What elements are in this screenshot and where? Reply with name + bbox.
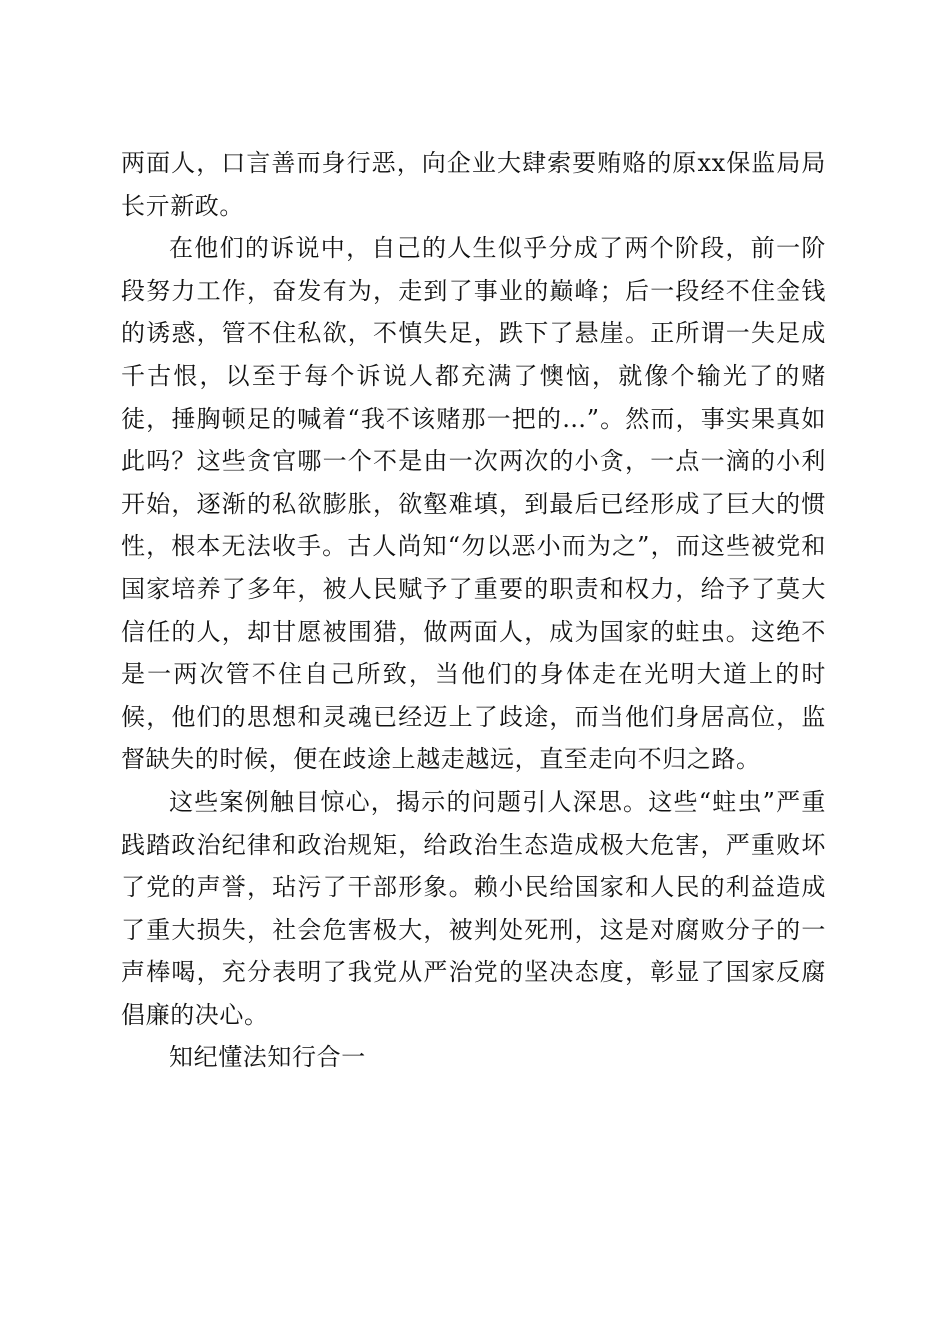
paragraph-continuation: 两面人，口言善而身行恶，向企业大肆索要贿赂的原xx保监局局长亓新政。 [121,149,826,220]
paragraph-testimony: 在他们的诉说中，自己的人生似乎分成了两个阶段，前一阶段努力工作，奋发有为，走到了事业的巅峰；后一段经不住金钱的诱惑，管不住私欲，不慎失足，跌下了悬崖。正所谓一失足成千古恨，以至于每个诉说人都充满了懊恼，就像个输光了的赌徒，捶胸顿足的喊着“我不该赌那一把的…”。然而，事实果真如此吗？这些贪官哪一个不是由一次两次的小贪，一点一滴的小利开始，逐渐的私欲膨胀，欲壑难填，到最后已经形成了巨大的惯性，根本无法收手。古人尚知“勿以恶小而为之”，而这些被党和国家培养了多年，被人民赋予了重要的职责和权力，给予了莫大信任的人，却甘愿被围猎，做两面人，成为国家的蛀虫。这绝不是一两次管不住自己所致，当他们的身体走在光明大道上的时候，他们的思想和灵魂已经迈上了歧途，而当他们身居高位，监督缺失的时候，便在歧途上越走越远，直至走向不归之路。 [121,234,826,774]
section-heading: 知纪懂法知行合一 [169,1043,366,1072]
paragraph-case-lessons: 这些案例触目惊心，揭示的问题引人深思。这些“蛀虫”严重践踏政治纪律和政治规矩，给政治生态造成极大危害，严重败坏了党的声誉，玷污了干部形象。赖小民给国家和人民的利益造成了重大损失，社会危害极大，被判处死刑，这是对腐败分子的一声棒喝，充分表明了我党从严治党的坚决态度，彰显了国家反腐倡廉的决心。 [121,787,826,1029]
document-body [121,142,826,1079]
